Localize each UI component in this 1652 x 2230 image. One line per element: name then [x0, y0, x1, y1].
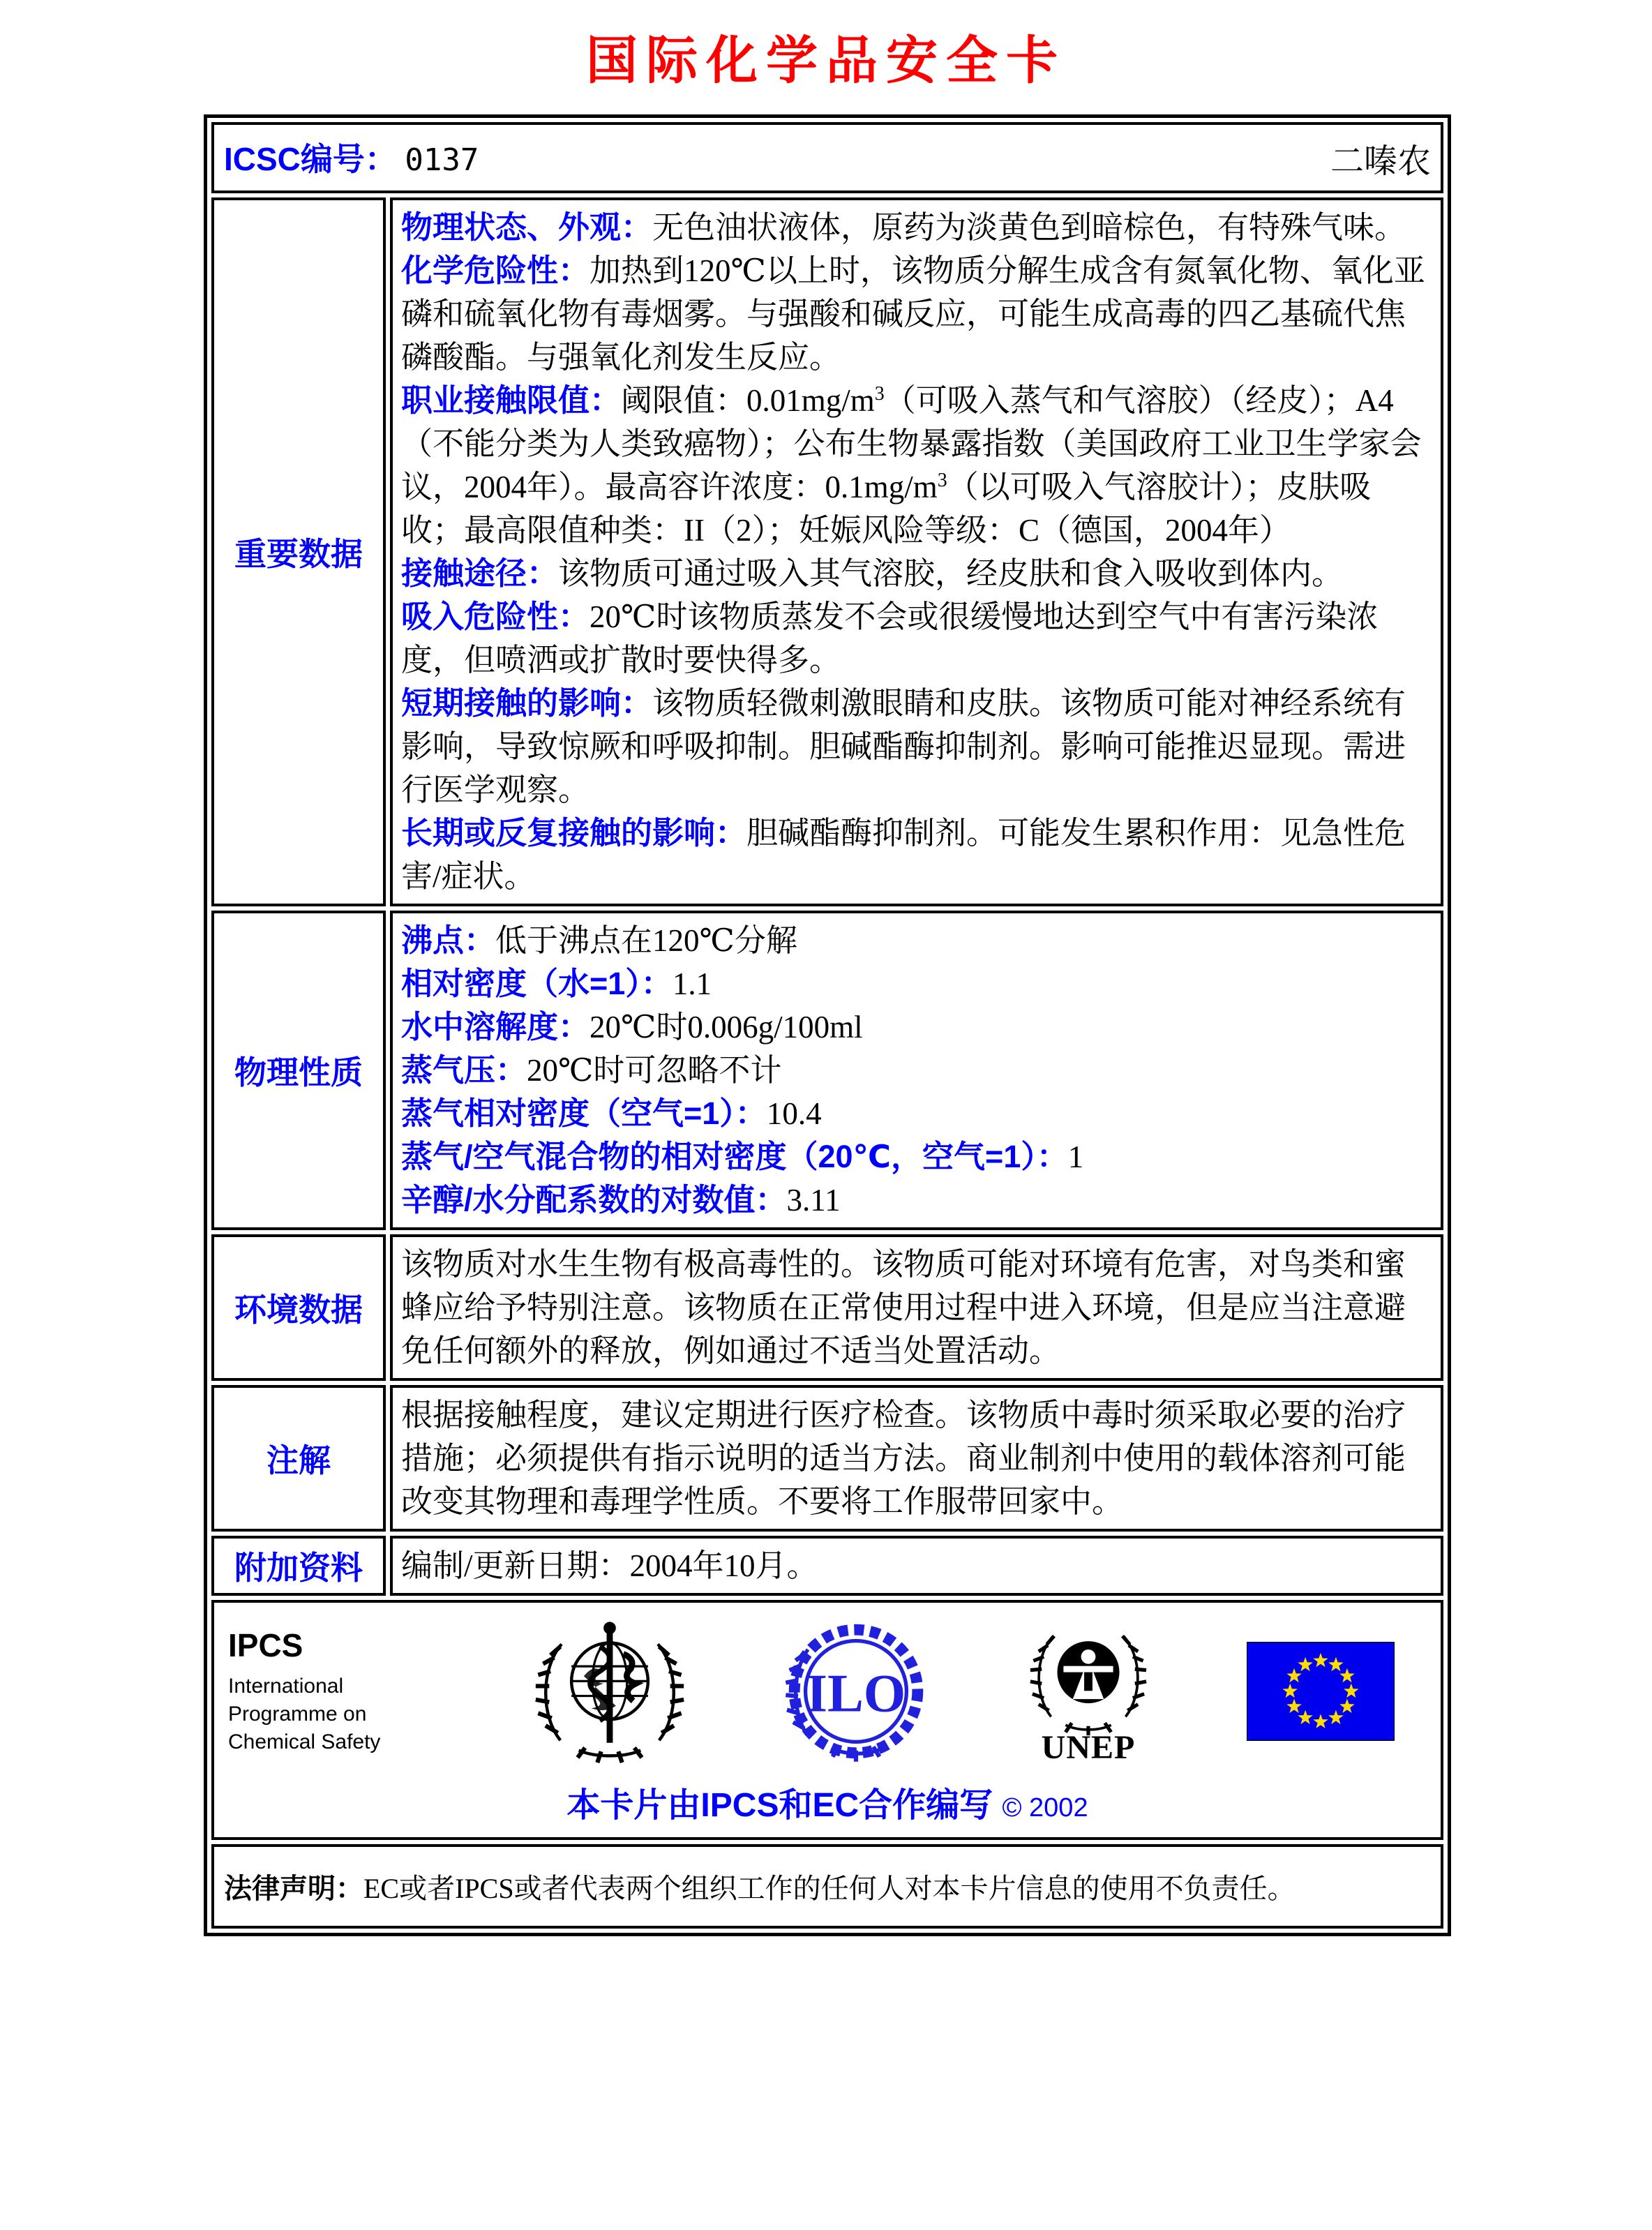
- field-label: 水中溶解度：: [401, 1009, 590, 1045]
- section-label-environmental-data: 环境数据: [211, 1234, 386, 1381]
- chemical-name: 二嗪农: [1330, 142, 1431, 180]
- ipcs-title: IPCS: [228, 1626, 303, 1663]
- legal-row: [211, 1844, 1443, 1929]
- field-label: 短期接触的影响：: [401, 685, 653, 721]
- field-label: 化学危险性：: [401, 253, 590, 288]
- field-label: 蒸气相对密度（空气=1）：: [401, 1095, 767, 1131]
- copyright: © 2002: [1002, 1793, 1088, 1823]
- text-segment: 20℃时可忽略不计: [527, 1053, 782, 1088]
- paragraph: [401, 1544, 1432, 1587]
- header-cell: [211, 122, 1443, 193]
- section-content-physical-properties: [390, 911, 1443, 1230]
- credit-text: 本卡片由IPCS和EC合作编写: [566, 1787, 993, 1824]
- ipcs-line-1: International: [228, 1674, 344, 1698]
- text-segment: （以可吸入气溶胶计）；皮肤吸收；最高限值种类：II（2）；妊娠风险等级：C（德国，2004年）: [401, 470, 1372, 548]
- field-label: 相对密度（水=1）：: [401, 966, 673, 1001]
- logos-row: [211, 1600, 1443, 1840]
- paragraph: [401, 919, 1432, 962]
- ipcs-line-3: Chemical Safety: [228, 1730, 381, 1753]
- text-segment: 20℃时0.006g/100ml: [590, 1010, 863, 1045]
- field-label: 沸点：: [401, 922, 496, 958]
- paragraph: [401, 1049, 1432, 1092]
- text-segment: 根据接触程度，建议定期进行医疗检查。该物质中毒时须采取必要的治疗措施；必须提供有指示说明的适当方法。商业制剂中使用的载体溶剂可能改变其物理和毒理学性质。不要将工作服带回家中。: [401, 1398, 1406, 1519]
- text-segment: 低于沸点在120℃分解: [495, 923, 797, 958]
- text-segment: 20℃时该物质蒸发不会或很缓慢地达到空气中有害污染浓度，但喷洒或扩散时要快得多。: [401, 599, 1379, 678]
- text-segment: 编制/更新日期：2004年10月。: [401, 1548, 818, 1583]
- paragraph: [401, 249, 1432, 379]
- field-label: 吸入危险性：: [401, 599, 590, 634]
- text-segment: （可吸入蒸气和气溶胶）（经皮）；A4（不能分类为人类致癌物）；公布生物暴露指数（美国政府工业卫生学家会议，2004年）。最高容许浓度：0.1mg/m: [401, 383, 1422, 504]
- paragraph: [401, 379, 1432, 552]
- eu-flag: [1247, 1642, 1395, 1741]
- text-segment: 10.4: [766, 1096, 822, 1131]
- icsc-card-table: [204, 114, 1451, 1936]
- text-segment: 3.11: [786, 1183, 841, 1218]
- paragraph: [401, 206, 1432, 249]
- section-label-important-data: 重要数据: [211, 197, 386, 906]
- section-row-additional-info: [211, 1536, 1443, 1596]
- paragraph: [401, 552, 1432, 595]
- section-label-notes: 注解: [211, 1385, 386, 1532]
- field-label: 辛醇/水分配系数的对数值：: [401, 1182, 787, 1218]
- ipcs-block: [228, 1626, 437, 1756]
- logo-strip: [225, 1615, 1429, 1767]
- text-segment: 无色油状液体，原药为淡黄色到暗棕色，有特殊气味。: [652, 210, 1406, 245]
- text-segment: 胆碱酯酶抑制剂。可能发生累积作用：见急性危害/症状。: [401, 816, 1406, 894]
- paragraph: [401, 811, 1432, 898]
- paragraph: [401, 1092, 1432, 1135]
- logos-cell: [211, 1600, 1443, 1840]
- paragraph: [401, 1005, 1432, 1049]
- text-segment: 该物质可通过吸入其气溶胶，经皮肤和食入吸收到体内。: [558, 556, 1344, 591]
- who-logo: [530, 1616, 690, 1766]
- section-content-additional-info: [390, 1536, 1443, 1596]
- text-segment: 该物质轻微刺激眼睛和皮肤。该物质可能对神经系统有影响，导致惊厥和呼吸抑制。胆碱酯酶抑制剂。影响可能推迟显现。需进行医学观察。: [401, 686, 1406, 807]
- field-label: 长期或反复接触的影响：: [401, 815, 747, 851]
- field-label: 蒸气/空气混合物的相对密度（20℃，空气=1）：: [401, 1139, 1068, 1174]
- unep-logo: [1022, 1615, 1155, 1767]
- icsc-number-label: ICSC编号：: [224, 140, 397, 177]
- paragraph: [401, 1135, 1432, 1178]
- section-row-physical-properties: [211, 911, 1443, 1230]
- field-label: 职业接触限值：: [401, 382, 622, 418]
- section-row-notes: [211, 1385, 1443, 1532]
- text-segment: 3: [874, 383, 885, 405]
- section-content-notes: [390, 1385, 1443, 1532]
- text-segment: 3: [937, 470, 947, 491]
- section-label-additional-info: 附加资料: [211, 1536, 386, 1596]
- text-segment: 1.1: [672, 966, 712, 1001]
- text-segment: 加热到120℃以上时，该物质分解生成含有氮氧化物、氧化亚磷和硫氧化物有毒烟雾。与强酸和碱反应，可能生成高毒的四乙基硫代焦磷酸酯。与强氧化剂发生反应。: [401, 253, 1425, 375]
- paragraph: [401, 1178, 1432, 1222]
- legal-text: EC或者IPCS或者代表两个组织工作的任何人对本卡片信息的使用不负责任。: [363, 1873, 1296, 1904]
- field-label: 物理状态、外观：: [401, 209, 653, 245]
- ilo-logo: [782, 1617, 930, 1765]
- section-row-important-data: [211, 197, 1443, 906]
- text-segment: 该物质对水生生物有极高毒性的。该物质可能对环境有危害，对鸟类和蜜蜂应给予特别注意。该物质在正常使用过程中进入环境，但是应当注意避免任何额外的释放，例如通过不适当处置活动。: [401, 1247, 1406, 1368]
- header-row: [211, 122, 1443, 193]
- paragraph: [401, 1393, 1432, 1523]
- section-content-important-data: [390, 197, 1443, 906]
- legal-cell: [211, 1844, 1443, 1929]
- paragraph: [401, 962, 1432, 1005]
- paragraph: [401, 682, 1432, 811]
- ipcs-line-2: Programme on: [228, 1702, 367, 1726]
- field-label: 蒸气压：: [401, 1052, 527, 1088]
- legal-label: 法律声明：: [224, 1873, 363, 1904]
- unep-label: UNEP: [1041, 1729, 1136, 1766]
- credit-line: [225, 1778, 1429, 1826]
- section-label-physical-properties: 物理性质: [211, 911, 386, 1230]
- section-content-environmental-data: [390, 1234, 1443, 1381]
- section-row-environmental-data: [211, 1234, 1443, 1381]
- svg-text:ILO: ILO: [806, 1662, 906, 1723]
- paragraph: [401, 1243, 1432, 1372]
- field-label: 接触途径：: [401, 555, 559, 591]
- text-segment: 阈限值：0.01mg/m: [621, 383, 875, 418]
- paragraph: [401, 595, 1432, 682]
- page-title: 国际化学品安全卡: [586, 31, 1066, 89]
- icsc-number-value: 0137: [405, 142, 479, 178]
- text-segment: 1: [1067, 1139, 1084, 1174]
